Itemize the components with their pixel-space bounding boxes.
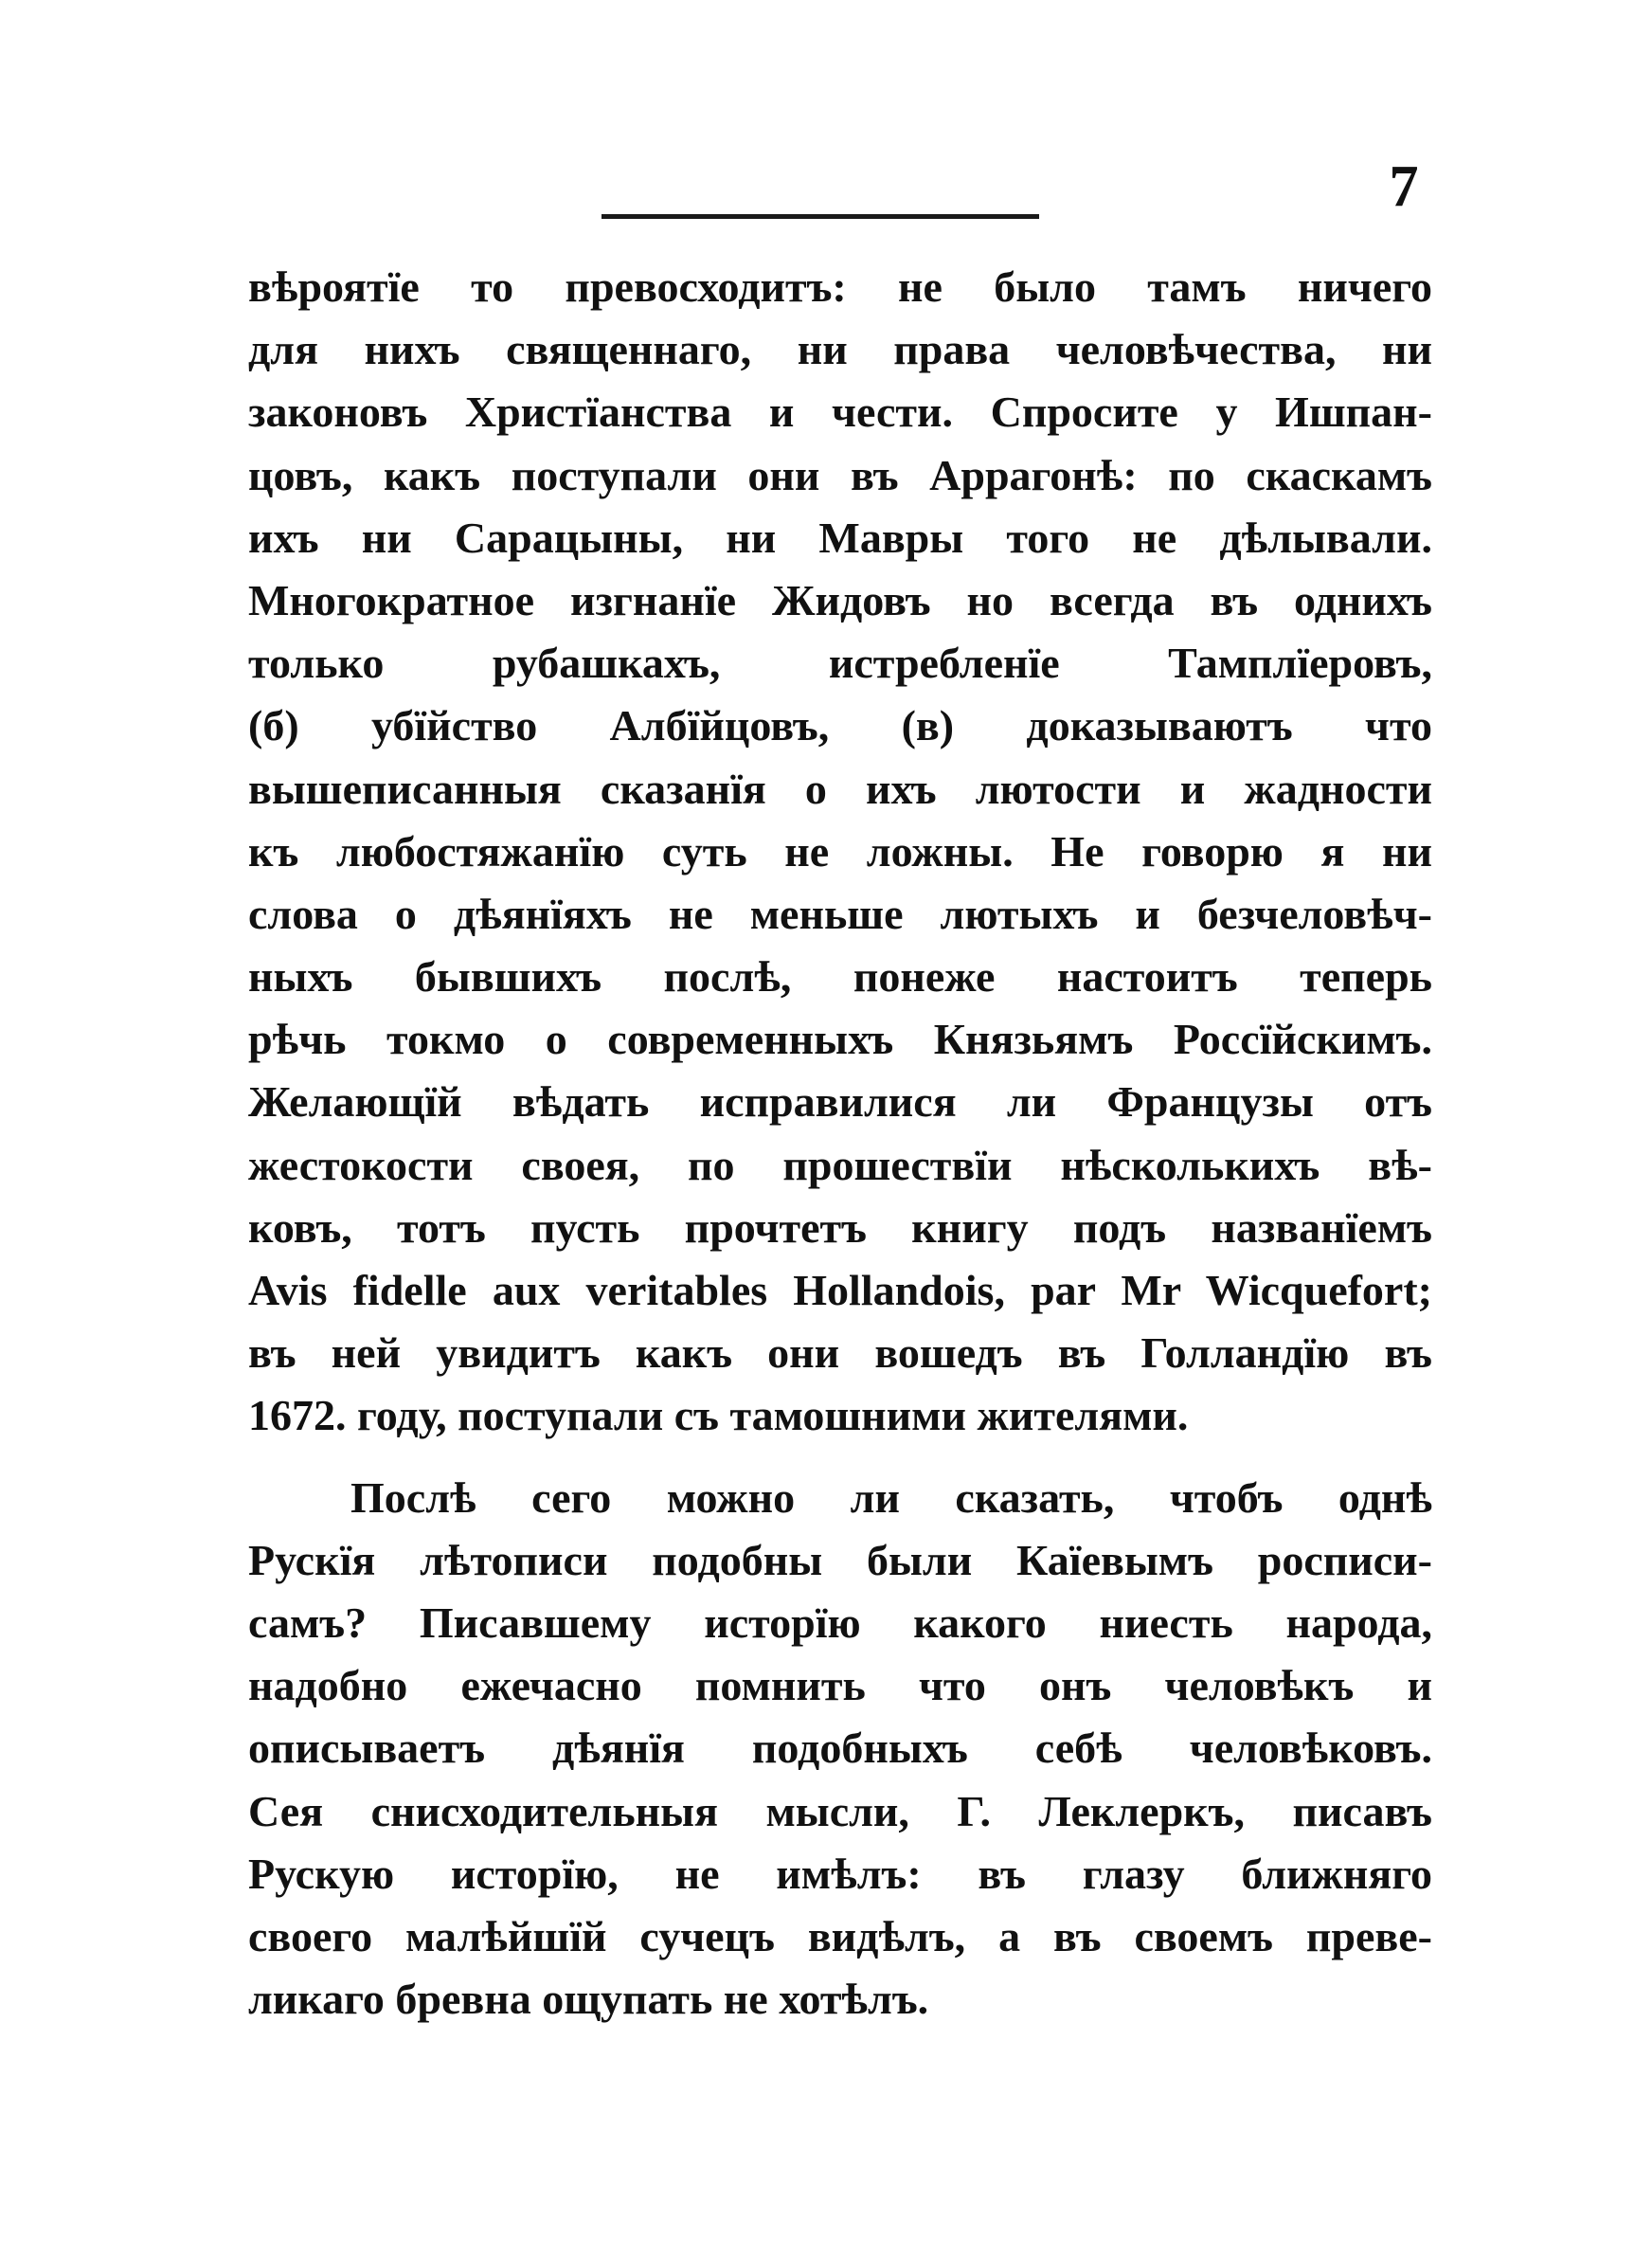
text-line: Послѣ сего можно ли сказать, чтобъ однѣ bbox=[350, 1472, 1432, 1522]
text-line: Сея снисходительныя мысли, Г. Леклеркъ, писавъ bbox=[248, 1786, 1432, 1835]
text-line: описываетъ дѣянїя подобныхъ себѣ человѣковъ. bbox=[248, 1724, 1432, 1773]
text-line: ликаго бревна ощупать не хотѣлъ. bbox=[248, 1975, 929, 2024]
text-line: ныхъ бывшихъ послѣ, понеже настоитъ теперь bbox=[248, 952, 1432, 1002]
text-line: только рубашкахъ, истребленїе Тамплїеровъ, bbox=[248, 639, 1432, 688]
header-rule bbox=[602, 214, 1039, 219]
text-line: самъ? Писавшему исторїю какого ниесть народа, bbox=[248, 1598, 1432, 1647]
paragraph-1 bbox=[248, 256, 1432, 1448]
text-line: (б) убїйство Албїйцовъ, (в) доказываютъ что bbox=[248, 701, 1432, 750]
text-line: надобно ежечасно помнить что онъ человѣкъ и bbox=[248, 1661, 1432, 1710]
text-line: Желающїй вѣдать исправилися ли Французы отъ bbox=[248, 1077, 1432, 1127]
text-line: цовъ, какъ поступали они въ Аррагонѣ: по скаскамъ bbox=[248, 450, 1432, 499]
text-line: въ ней увидитъ какъ они вошедъ въ Голландїю въ bbox=[248, 1328, 1432, 1378]
paragraph-2 bbox=[248, 1467, 1432, 2031]
body-text bbox=[248, 256, 1432, 2031]
page-number: 7 bbox=[1389, 154, 1419, 219]
text-line: Рускую исторїю, не имѣлъ: въ глазу ближняго bbox=[248, 1849, 1432, 1898]
text-line: слова о дѣянїяхъ не меньше лютыхъ и безчеловѣч- bbox=[248, 889, 1432, 938]
text-line: рѣчь токмо о современныхъ Князьямъ Россїйскимъ. bbox=[248, 1015, 1432, 1064]
text-line: ихъ ни Сарацыны, ни Мавры того не дѣлывали. bbox=[248, 513, 1432, 562]
text-line: жестокости своея, по прошествїи нѣсколькихъ вѣ- bbox=[248, 1140, 1432, 1189]
text-line: Avis fidelle aux veritables Hollandois, par Mr Wicquefort; bbox=[248, 1266, 1432, 1314]
text-line: своего малѣйшїй сучецъ видѣлъ, а въ своемъ преве- bbox=[248, 1911, 1432, 1960]
text-line: Рускїя лѣтописи подобны были Каїевымъ росписи- bbox=[248, 1535, 1432, 1584]
text-line: вѣроятїе то превосходитъ: не было тамъ ничего bbox=[248, 262, 1432, 311]
text-line: для нихъ священнаго, ни права человѣчества, ни bbox=[248, 325, 1432, 374]
text-line: къ любостяжанїю суть не ложны. Не говорю я ни bbox=[248, 826, 1432, 876]
paragraph-gap bbox=[248, 1448, 1432, 1467]
text-line: 1672. году, поступали съ тамошними жителями. bbox=[248, 1391, 1189, 1440]
text-line: ковъ, тотъ пусть прочтетъ книгу подъ названїемъ bbox=[248, 1202, 1432, 1252]
text-line: законовъ Христїанства и чести. Спросите у Ишпан- bbox=[248, 388, 1432, 437]
text-line: вышеписанныя сказанїя о ихъ лютости и жадности bbox=[248, 764, 1432, 813]
text-line: Многократное изгнанїе Жидовъ но всегда въ однихъ bbox=[248, 575, 1432, 624]
